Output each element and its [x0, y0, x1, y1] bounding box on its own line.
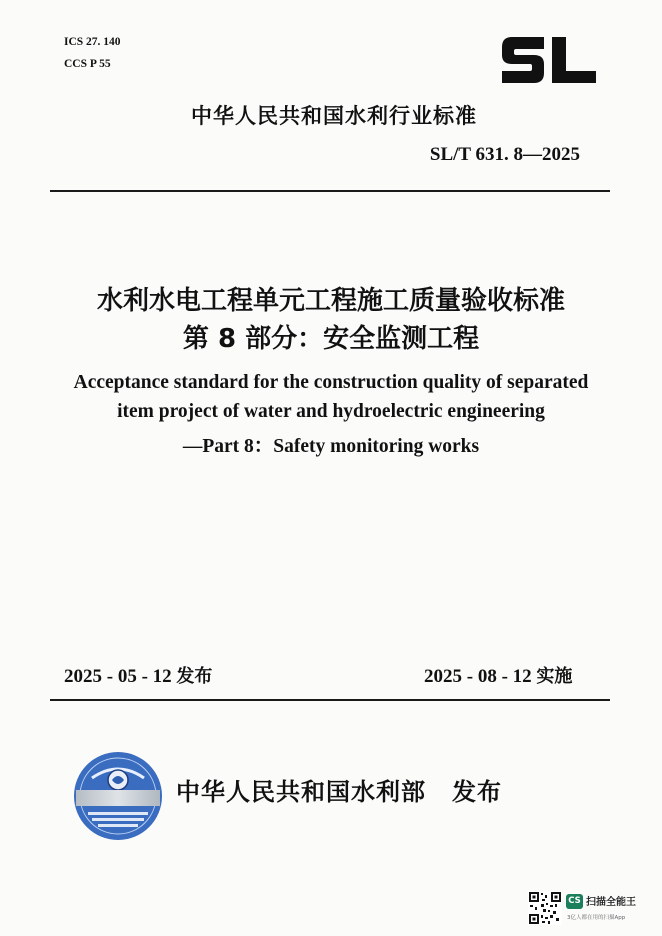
issue-label: 发布 — [176, 666, 213, 687]
ics-code: ICS 27. 140 — [64, 36, 121, 48]
issue-date — [64, 662, 212, 688]
scanner-app-name: 扫描全能王 — [586, 897, 636, 908]
implementation-date — [424, 662, 572, 688]
bottom-divider — [50, 699, 610, 701]
scanner-app-slogan: 3亿人都在用的扫描App — [567, 915, 626, 921]
industry-standard-heading: 中华人民共和国水利行业标准 — [191, 104, 477, 128]
impl-date-value: 2025 - 08 - 12 — [424, 666, 532, 687]
ccs-code: CCS P 55 — [64, 58, 111, 70]
issuer-name: 中华人民共和国水利部 — [176, 778, 426, 806]
issuer — [176, 772, 502, 807]
anti-counterfeit-seal-icon — [72, 750, 164, 842]
title-en-line3: —Part 8：Safety monitoring works — [182, 436, 480, 457]
top-divider — [50, 190, 610, 192]
scanner-logo-badge: CS — [566, 894, 583, 909]
sl-logo — [500, 33, 598, 87]
issuer-action: 发布 — [452, 778, 502, 806]
impl-label: 实施 — [536, 666, 573, 687]
issue-date-value: 2025 - 05 - 12 — [64, 666, 172, 687]
standard-number: SL/T 631. 8—2025 — [429, 144, 580, 165]
title-cn-line1: 水利水电工程单元工程施工质量验收标准 — [96, 286, 565, 316]
classification-codes — [64, 31, 121, 75]
title-en-line2: item project of water and hydroelectric engineering — [117, 401, 545, 422]
title-en-line1: Acceptance standard for the construction quality of separated — [73, 372, 589, 393]
qr-code-icon — [528, 891, 562, 925]
title-cn-line2: 第 8 部分：安全监测工程 — [182, 324, 480, 354]
